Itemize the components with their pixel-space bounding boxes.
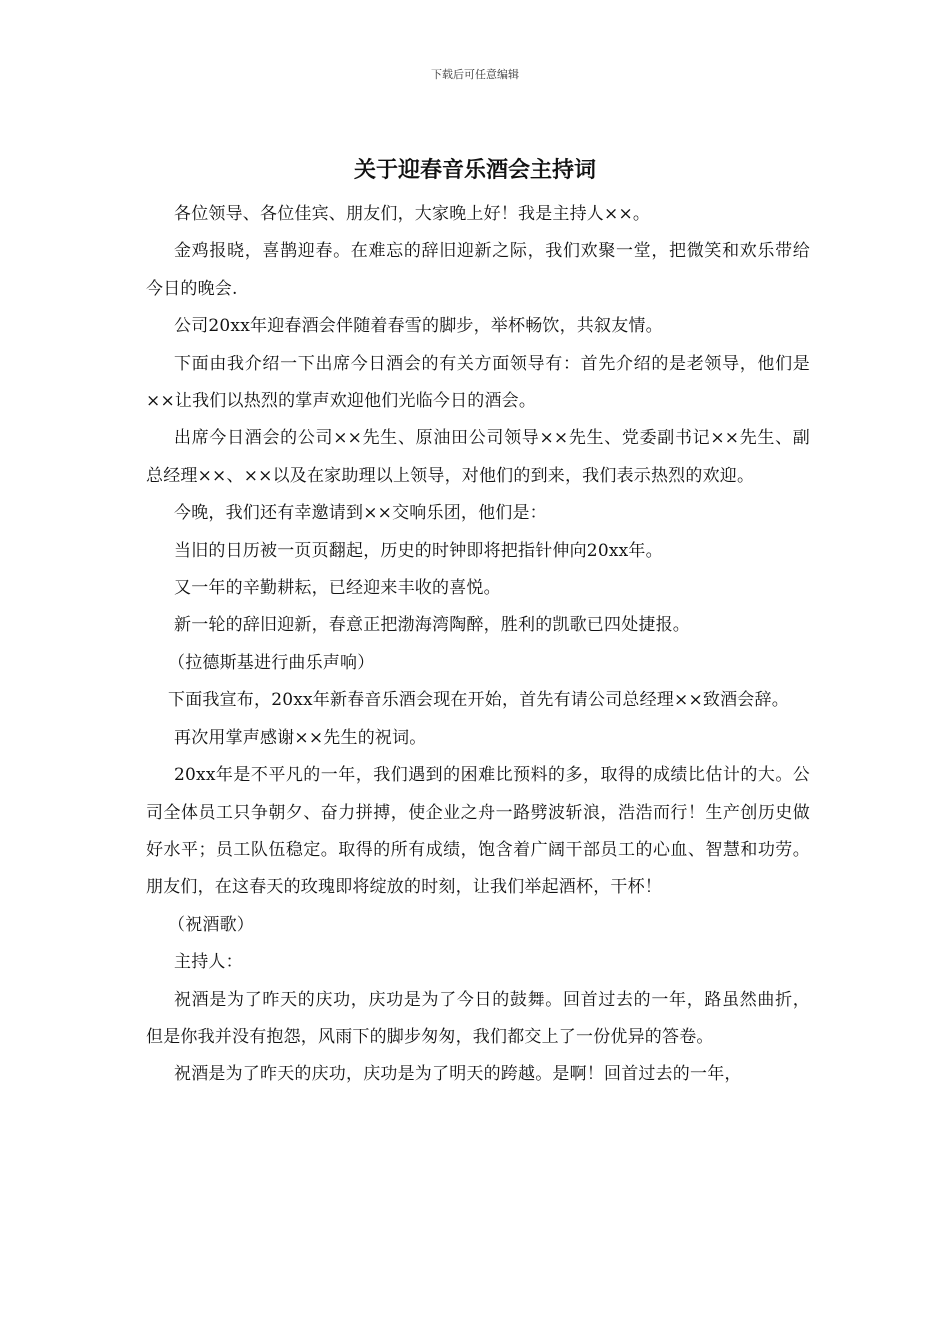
paragraph-announcement: 下面我宣布，20xx年新春音乐酒会现在开始，首先有请公司总经理××致酒会辞。 xyxy=(168,690,789,711)
paragraph-greeting: 各位领导、各位佳宾、朋友们，大家晚上好！我是主持人××。 xyxy=(174,204,651,224)
document-title: 关于迎春音乐酒会主持词 xyxy=(353,157,596,183)
paragraph-harvest: 又一年的辛勤耕耘，已经迎来丰收的喜悦。 xyxy=(174,578,501,599)
stage-direction-radetzky: （拉德斯基进行曲乐声响） xyxy=(168,652,375,673)
paragraph-toast-today: 祝酒是为了昨天的庆功，庆功是为了今日的鼓舞。回首过去的一年，路虽然曲折，但是你我并没有抱怨，风雨下的脚步匆匆，我们都交上了一份优异的答卷。 xyxy=(146,989,810,1047)
paragraph-company-event: 公司20xx年迎春酒会伴随着春雪的脚步，举杯畅饮，共叙友情。 xyxy=(174,316,663,337)
paragraph-host-label: 主持人： xyxy=(174,952,243,973)
paragraph-orchestra: 今晚，我们还有幸邀请到××交响乐团，他们是： xyxy=(174,503,547,524)
paragraph-calendar: 当旧的日历被一页页翻起，历史的时钟即将把指针伸向20xx年。 xyxy=(174,540,663,561)
paragraph-new-year: 新一轮的辞旧迎新，春意正把渤海湾陶醉，胜利的凯歌已四处捷报。 xyxy=(174,615,690,636)
header-note: 下载后可任意编辑 xyxy=(431,68,519,81)
paragraph-opening: 金鸡报晓，喜鹊迎春。在难忘的辞旧迎新之际，我们欢聚一堂，把微笑和欢乐带给今日的晚会. xyxy=(146,241,810,299)
paragraph-year-review: 20xx年是不平凡的一年，我们遇到的困难比预料的多，取得的成绩比估计的大。公司全体员工只争朝夕、奋力拼搏，使企业之舟一路劈波斩浪，浩浩而行！生产创历史做好水平；员工队伍稳定。取得的所有成绩，饱含着广阔干部员工的心血、智慧和功劳。朋友们，在这春天的玫瑰即将绽放的时刻，让我们举起酒杯，干杯！ xyxy=(146,765,810,898)
document-body xyxy=(146,196,810,1094)
paragraph-thanks: 再次用掌声感谢××先生的祝词。 xyxy=(174,727,427,748)
paragraph-introduce-leaders: 下面由我介绍一下出席今日酒会的有关方面领导有：首先介绍的是老领导，他们是××让我们以热烈的掌声欢迎他们光临今日的酒会。 xyxy=(146,353,810,412)
paragraph-toast-tomorrow: 祝酒是为了昨天的庆功，庆功是为了明天的跨越。是啊！回首过去的一年， xyxy=(174,1064,742,1085)
stage-direction-toast-song: （祝酒歌） xyxy=(168,914,254,935)
paragraph-attending-leaders: 出席今日酒会的公司××先生、原油田公司领导××先生、党委副书记××先生、副总经理××、××以及在家助理以上领导，对他们的到来，我们表示热烈的欢迎。 xyxy=(146,428,810,486)
